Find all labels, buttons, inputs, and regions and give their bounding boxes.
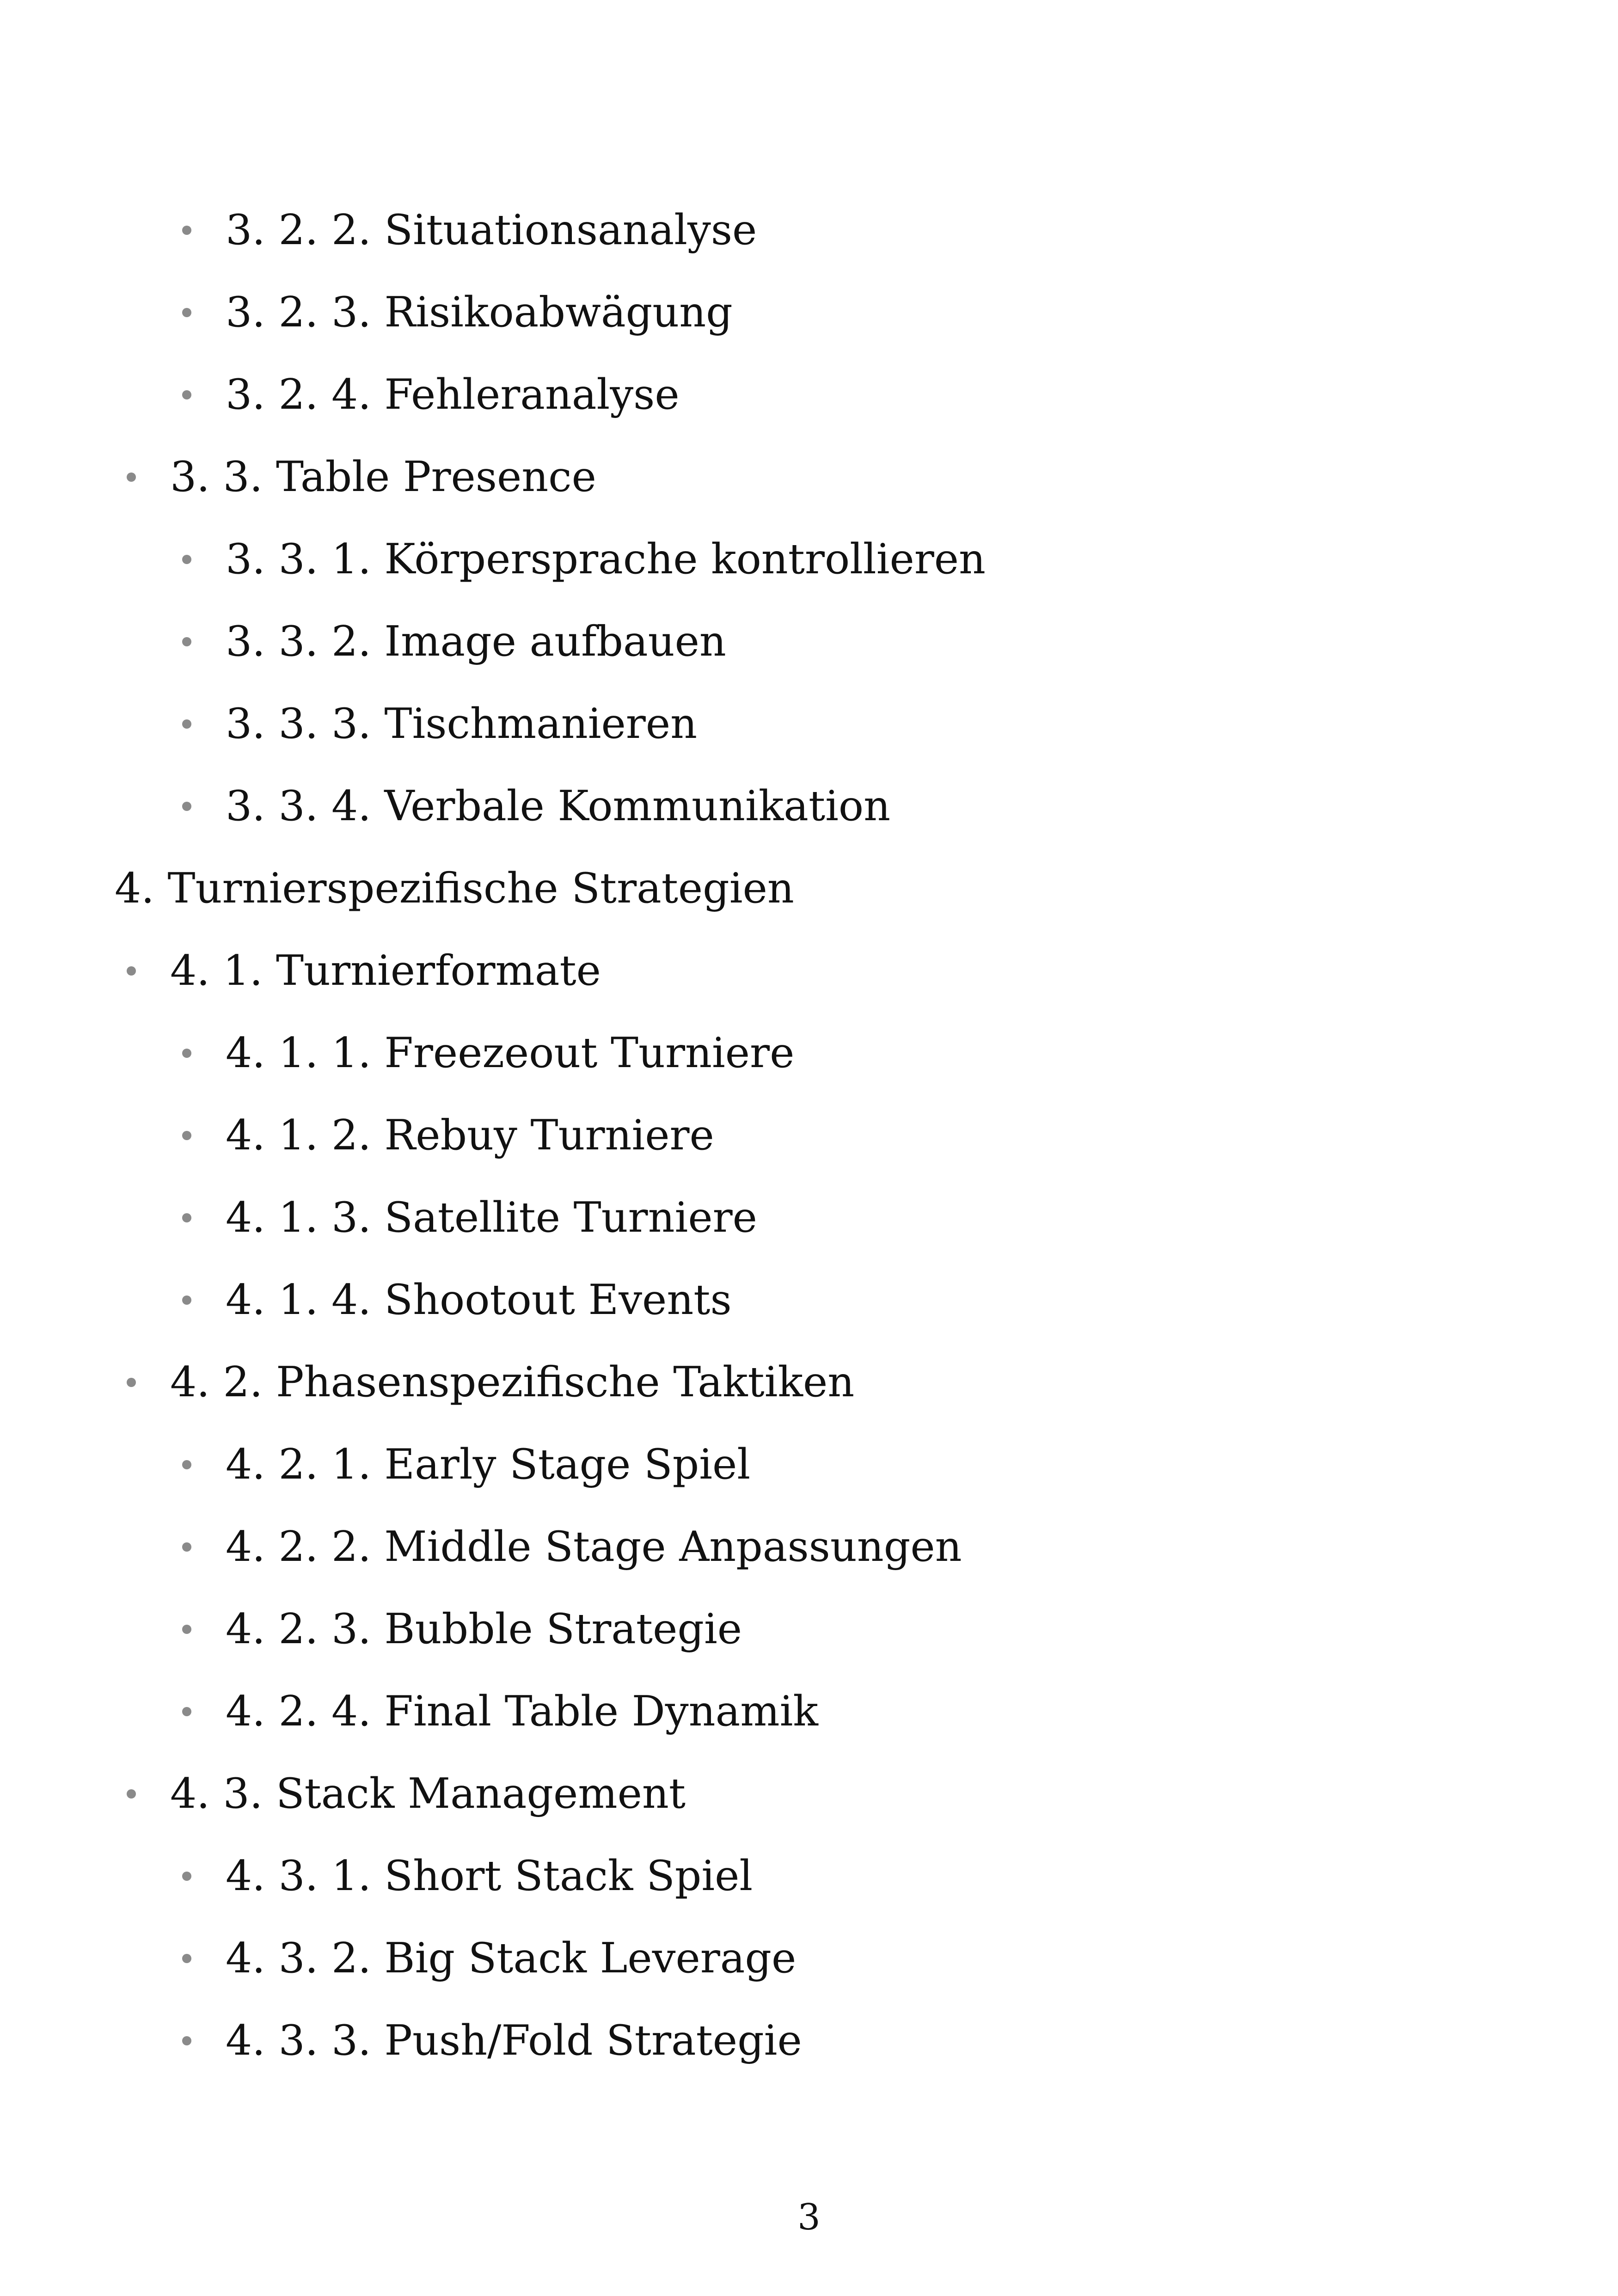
toc-entry-label: 3. 3. 4. Verbale Kommunikation (226, 782, 891, 830)
page-number: 3 (797, 2197, 821, 2238)
bullet-icon (178, 1524, 196, 1570)
bullet-icon (178, 1853, 196, 1899)
toc-entry-label: 4. 2. Phasenspezifische Taktiken (170, 1358, 855, 1406)
toc-entry-label: 4. 1. 3. Satellite Turniere (226, 1193, 757, 1242)
toc-entry-label: 4. 2. 1. Early Stage Spiel (226, 1440, 751, 1489)
toc-entry-label: 4. 2. 2. Middle Stage Anpassungen (226, 1522, 962, 1571)
toc-entry-label: 3. 3. 3. Tischmanieren (226, 700, 698, 748)
bullet-icon (178, 783, 196, 829)
bullet-icon (122, 948, 141, 994)
bullet-icon (178, 536, 196, 583)
toc-entry-label: 4. 1. Turnierformate (170, 946, 601, 995)
bullet-icon (122, 1359, 141, 1406)
bullet-icon (122, 1771, 141, 1817)
bullet-icon (178, 1030, 196, 1076)
bullet-icon (178, 372, 196, 418)
bullet-icon (178, 1195, 196, 1241)
bullet-icon (178, 1112, 196, 1159)
bullet-icon (178, 2018, 196, 2064)
bullet-icon (178, 1277, 196, 1323)
bullet-icon (178, 1606, 196, 1652)
toc-entry-label: 3. 3. 2. Image aufbauen (226, 617, 726, 666)
toc-entry-label: 4. 3. 1. Short Stack Spiel (226, 1852, 753, 1900)
bullet-icon (178, 289, 196, 336)
toc-entry-label: 3. 2. 3. Risikoabwägung (226, 288, 733, 337)
toc-entry-label: 4. 2. 4. Final Table Dynamik (226, 1687, 818, 1736)
toc-entry-label: 4. 3. 3. Push/Fold Strategie (226, 2016, 802, 2065)
toc-entry-label: 4. 3. Stack Management (170, 1769, 686, 1818)
toc-chapter-label: 4. Turnierspezifische Strategien (115, 864, 794, 913)
toc-entry-label: 3. 3. 1. Körpersprache kontrollieren (226, 535, 986, 583)
bullet-icon (178, 619, 196, 665)
bullet-icon (178, 1688, 196, 1735)
bullet-icon (178, 1442, 196, 1488)
bullet-icon (122, 454, 141, 500)
toc-entry-label: 3. 2. 4. Fehleranalyse (226, 370, 680, 419)
bullet-icon (178, 1935, 196, 1982)
toc-entry-label: 3. 3. Table Presence (170, 453, 596, 501)
toc-entry-label: 4. 1. 1. Freezeout Turniere (226, 1029, 795, 1077)
toc-entry-label: 4. 1. 2. Rebuy Turniere (226, 1111, 714, 1160)
bullet-icon (178, 701, 196, 747)
toc-entry-label: 4. 3. 2. Big Stack Leverage (226, 1934, 797, 1983)
toc-entry-label: 4. 1. 4. Shootout Events (226, 1276, 732, 1324)
bullet-icon (178, 207, 196, 253)
toc-entry-label: 3. 2. 2. Situationsanalyse (226, 206, 757, 254)
toc-entry-label: 4. 2. 3. Bubble Strategie (226, 1605, 742, 1653)
